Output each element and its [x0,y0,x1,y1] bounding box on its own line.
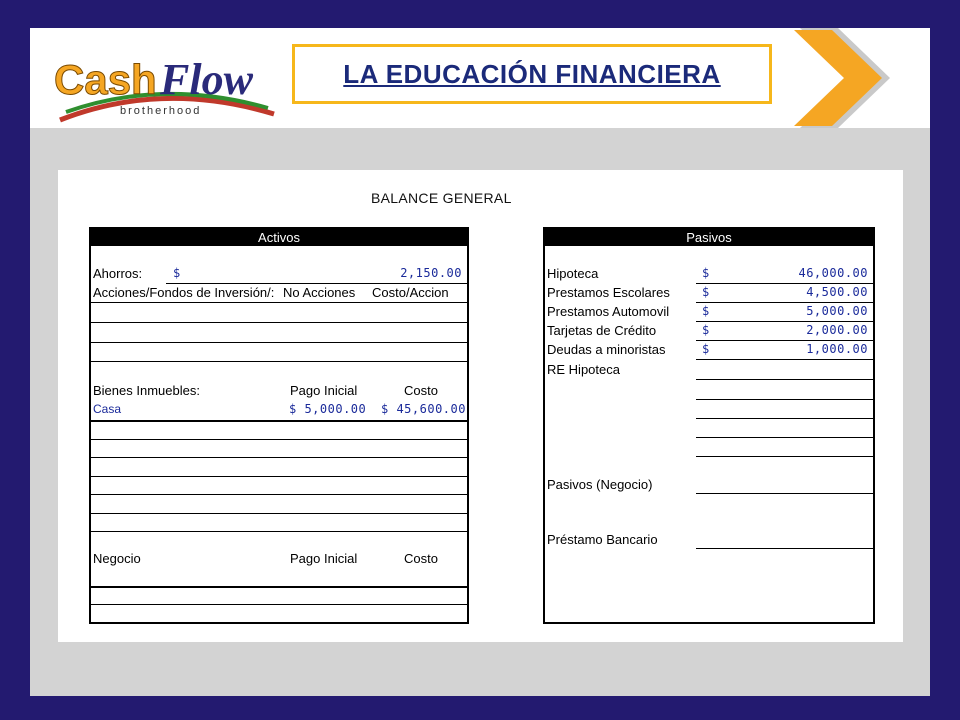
pasivo-label-tarjetas: Tarjetas de Crédito [547,323,657,338]
negocio-label: Negocio [93,551,141,566]
bienes-label: Bienes Inmuebles: [93,383,200,398]
cashflow-logo [52,42,282,128]
svg-text:Flow: Flow [160,55,253,104]
pasivo-line-prestamo [696,548,873,549]
pago-inicial-label: Pago Inicial [290,383,358,398]
pasivo-line-10 [696,456,873,457]
re-hipoteca-label: RE Hipoteca [547,362,620,377]
ahorros-currency: $ [173,266,181,280]
pasivo-line-9 [696,437,873,438]
ahorros-underline [166,283,467,284]
pasivo-line-4 [696,340,873,341]
acciones-line-1 [91,302,467,303]
bienes-line-5 [91,494,467,495]
ahorros-value: 2,150.00 [400,266,462,280]
pasivo-line-7 [696,399,873,400]
negocio-line-1 [91,586,467,588]
pasivo-value-tarjetas: 2,000.00 [806,323,868,337]
pasivo-value-minoristas: 1,000.00 [806,342,868,356]
balance-sheet [58,170,903,642]
title-box [292,44,772,104]
pasivo-value-automovil: 5,000.00 [806,304,868,318]
casa-costo: $ 45,600.00 [381,402,466,416]
pasivo-value-escolares: 4,500.00 [806,285,868,299]
casa-pago: $ 5,000.00 [289,402,367,416]
negocio-costo-label: Costo [404,551,438,566]
acciones-line-2 [91,322,467,323]
pasivo-currency-automovil: $ [702,304,710,318]
pasivo-label-escolares: Prestamos Escolares [547,285,670,300]
pasivo-label-automovil: Prestamos Automovil [547,304,670,319]
pasivo-label-hipoteca: Hipoteca [547,266,599,281]
pasivo-line-2 [696,302,873,303]
pasivo-value-hipoteca: 46,000.00 [798,266,868,280]
bienes-line-2 [91,439,467,440]
bienes-line-7 [91,531,467,532]
bienes-line-1 [91,420,467,422]
no-acciones-label: No Acciones [283,285,356,300]
acciones-label: Acciones/Fondos de Inversión/: [93,285,275,300]
costo-label: Costo [404,383,438,398]
pasivo-currency-tarjetas: $ [702,323,710,337]
slide-header [30,28,930,128]
negocio-pago-label: Pago Inicial [290,551,358,566]
costo-accion-label: Costo/Accion [372,285,449,300]
page-title: LA EDUCACIÓN FINANCIERA [343,58,721,89]
casa-name: Casa [93,402,122,416]
balance-title: BALANCE GENERAL [371,190,512,206]
pasivo-currency-hipoteca: $ [702,266,710,280]
svg-text:brotherhood: brotherhood [120,105,202,117]
acciones-line-4 [91,361,467,362]
pasivo-currency-escolares: $ [702,285,710,299]
negocio-line-2 [91,604,467,605]
pasivo-line-negocio [696,493,873,494]
pasivo-currency-minoristas: $ [702,342,710,356]
ahorros-label: Ahorros: [93,266,143,281]
pasivo-line-1 [696,283,873,284]
pasivos-negocio-label: Pasivos (Negocio) [547,477,653,492]
pasivos-panel [543,227,875,624]
prestamo-bancario-label: Préstamo Bancario [547,532,658,547]
svg-text:Cash: Cash [54,56,157,103]
slide [30,28,930,696]
pasivo-line-8 [696,418,873,419]
pasivo-label-minoristas: Deudas a minoristas [547,342,666,357]
pasivo-line-3 [696,321,873,322]
pasivo-line-6 [696,379,873,380]
activos-panel [89,227,469,624]
activos-header: Activos [91,229,467,246]
pasivos-header: Pasivos [545,229,873,246]
chevron-right-icon [792,28,897,128]
bienes-line-4 [91,476,467,477]
bienes-line-3 [91,457,467,458]
acciones-line-3 [91,342,467,343]
pasivo-line-5 [696,359,873,360]
bienes-line-6 [91,513,467,514]
